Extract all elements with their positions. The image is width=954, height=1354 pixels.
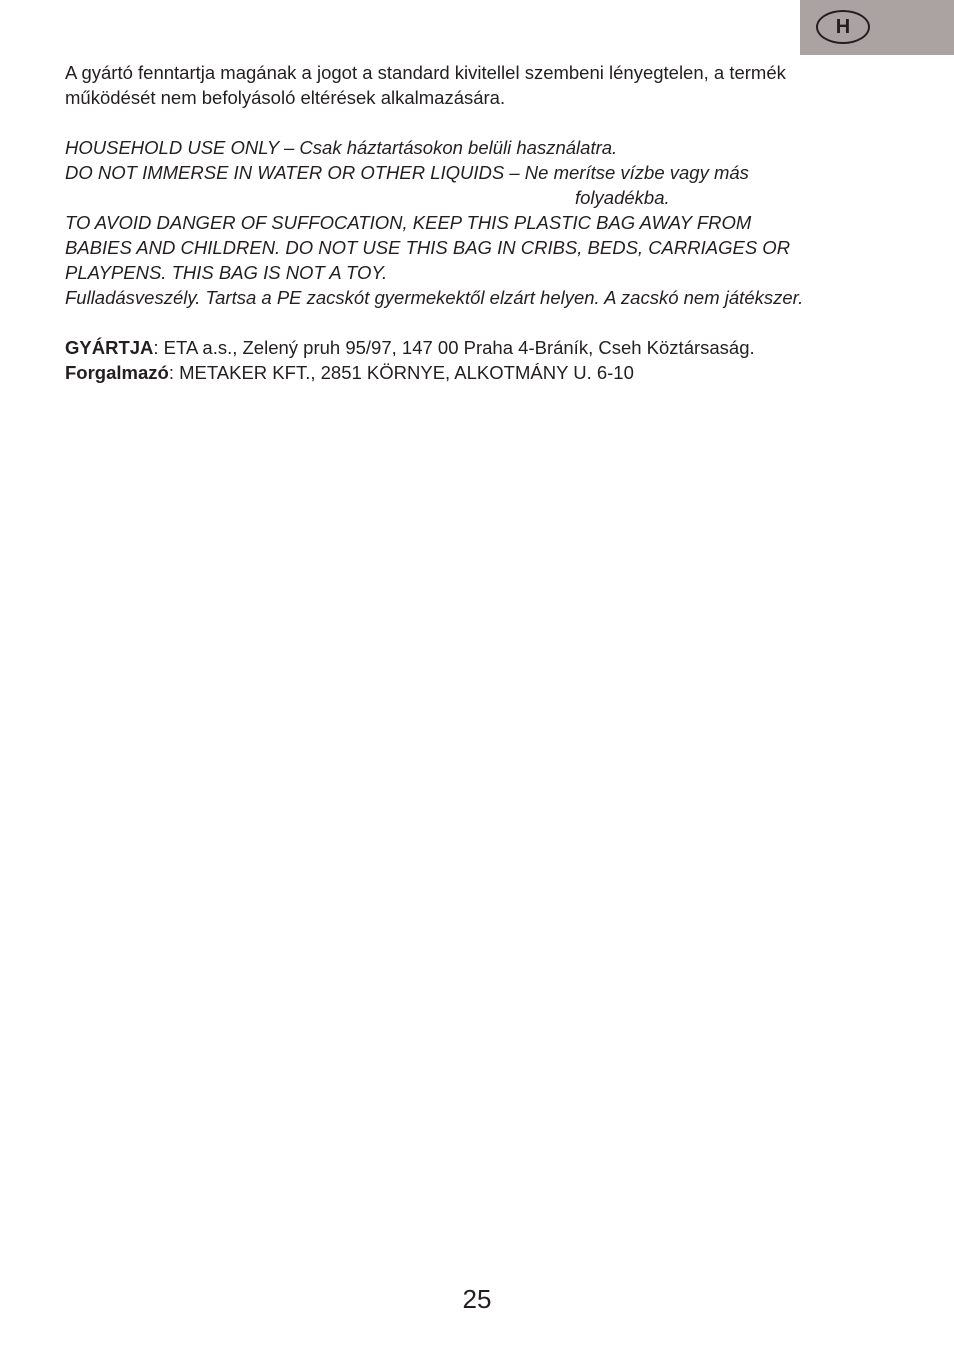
spacer	[65, 110, 925, 135]
distributor-line	[65, 360, 925, 385]
page-number: 25	[462, 1284, 492, 1314]
language-tab	[800, 0, 954, 55]
manufacturer-line	[65, 335, 925, 360]
suffocation-warning-line-2: BABIES AND CHILDREN. DO NOT USE THIS BAG IN CRIBS, BEDS, CARRIAGES OR	[65, 237, 791, 258]
household-warning: HOUSEHOLD USE ONLY – Csak háztartásokon belüli használatra.	[65, 137, 618, 158]
suffocation-warning-line-3: PLAYPENS. THIS BAG IS NOT A TOY.	[65, 262, 388, 283]
immerse-warning-line-1: DO NOT IMMERSE IN WATER OR OTHER LIQUIDS – Ne merítse vízbe vagy más	[65, 162, 749, 183]
intro-line-2: működését nem befolyásoló eltérések alkalmazására.	[65, 87, 506, 108]
immerse-warning-line-2: folyadékba.	[575, 187, 670, 208]
document-body	[65, 60, 925, 385]
manufacturer-label: GYÁRTJA	[65, 337, 154, 358]
distributor-text: : METAKER KFT., 2851 KÖRNYE, ALKOTMÁNY U. 6-10	[168, 362, 634, 383]
spacer	[65, 310, 925, 335]
manufacturer-text: : ETA a.s., Zelený pruh 95/97, 147 00 Praha 4-Bráník, Cseh Köztársaság.	[153, 337, 755, 358]
suffocation-warning-hu: Fulladásveszély. Tartsa a PE zacskót gyermekektől elzárt helyen. A zacskó nem játékszer.	[65, 287, 804, 308]
suffocation-warning-line-1: TO AVOID DANGER OF SUFFOCATION, KEEP THIS PLASTIC BAG AWAY FROM	[65, 212, 752, 233]
intro-line-1: A gyártó fenntartja magának a jogot a standard kivitellel szembeni lényegtelen, a termék	[65, 62, 786, 83]
distributor-label: Forgalmazó	[65, 362, 169, 383]
language-badge: H	[816, 10, 870, 44]
